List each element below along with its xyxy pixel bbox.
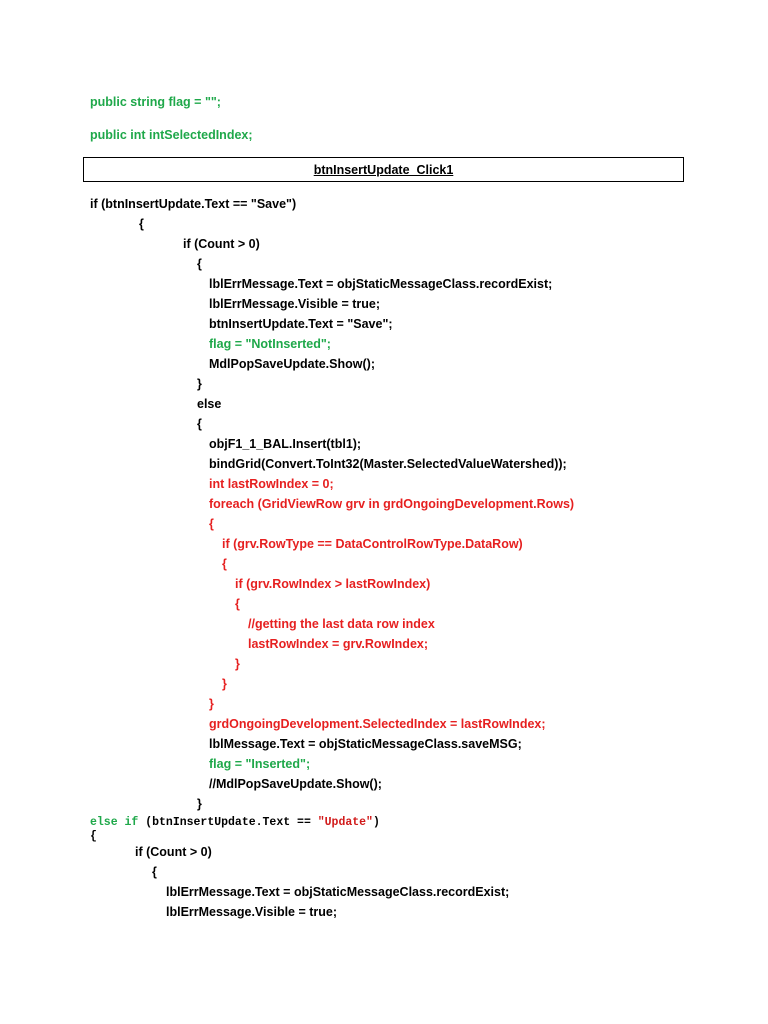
flag-declaration: public string flag = ""; [90,95,221,109]
else-if-close: ) [372,816,380,829]
code-line: } [235,657,240,671]
code-line: lblErrMessage.Text = objStaticMessageClass.recordExist; [209,277,553,291]
code-line: btnInsertUpdate.Text = "Save"; [209,317,393,331]
code-line: lastRowIndex = grv.RowIndex; [248,637,429,651]
code-line: { [90,830,97,843]
code-line: { [197,417,202,431]
code-line: flag = "NotInserted"; [209,337,331,351]
code-line: lblErrMessage.Text = objStaticMessageClass.recordExist; [166,885,510,899]
code-line: bindGrid(Convert.ToInt32(Master.SelectedValueWatershed)); [209,457,567,471]
code-line: if (grv.RowIndex > lastRowIndex) [235,577,431,591]
selected-index-declaration: public int intSelectedIndex; [90,128,253,142]
code-line: if (Count > 0) [183,237,260,251]
code-line: //getting the last data row index [248,617,435,631]
code-line: { [209,517,214,531]
code-line: } [197,377,202,391]
code-line: { [222,557,227,571]
code-line: lblErrMessage.Visible = true; [209,297,381,311]
code-line: objF1_1_BAL.Insert(tbl1); [209,437,362,451]
code-line: } [209,697,214,711]
else-if-line [90,815,380,831]
code-line: } [197,797,202,811]
code-line: if (grv.RowType == DataControlRowType.DataRow) [222,537,523,551]
code-line: //MdlPopSaveUpdate.Show(); [209,777,382,791]
code-line: { [235,597,240,611]
else-if-keyword: else if [90,816,139,829]
code-line: { [152,865,157,879]
code-line: lblMessage.Text = objStaticMessageClass.saveMSG; [209,737,522,751]
else-if-condition: (btnInsertUpdate.Text == [138,816,318,829]
code-line: lblErrMessage.Visible = true; [166,905,338,919]
code-line: else [197,397,222,411]
code-line: } [222,677,227,691]
code-line: if (Count > 0) [135,845,212,859]
code-line: foreach (GridViewRow grv in grdOngoingDevelopment.Rows) [209,497,575,511]
code-line: if (btnInsertUpdate.Text == "Save") [90,197,297,211]
code-line: flag = "Inserted"; [209,757,311,771]
code-line: MdlPopSaveUpdate.Show(); [209,357,375,371]
else-if-string: "Update" [317,816,373,829]
section-title-box [83,157,684,182]
code-line: { [197,257,202,271]
code-line: { [139,217,144,231]
section-title: btnInsertUpdate_Click1 [313,162,454,177]
code-line: grdOngoingDevelopment.SelectedIndex = lastRowIndex; [209,717,546,731]
code-line: int lastRowIndex = 0; [209,477,334,491]
